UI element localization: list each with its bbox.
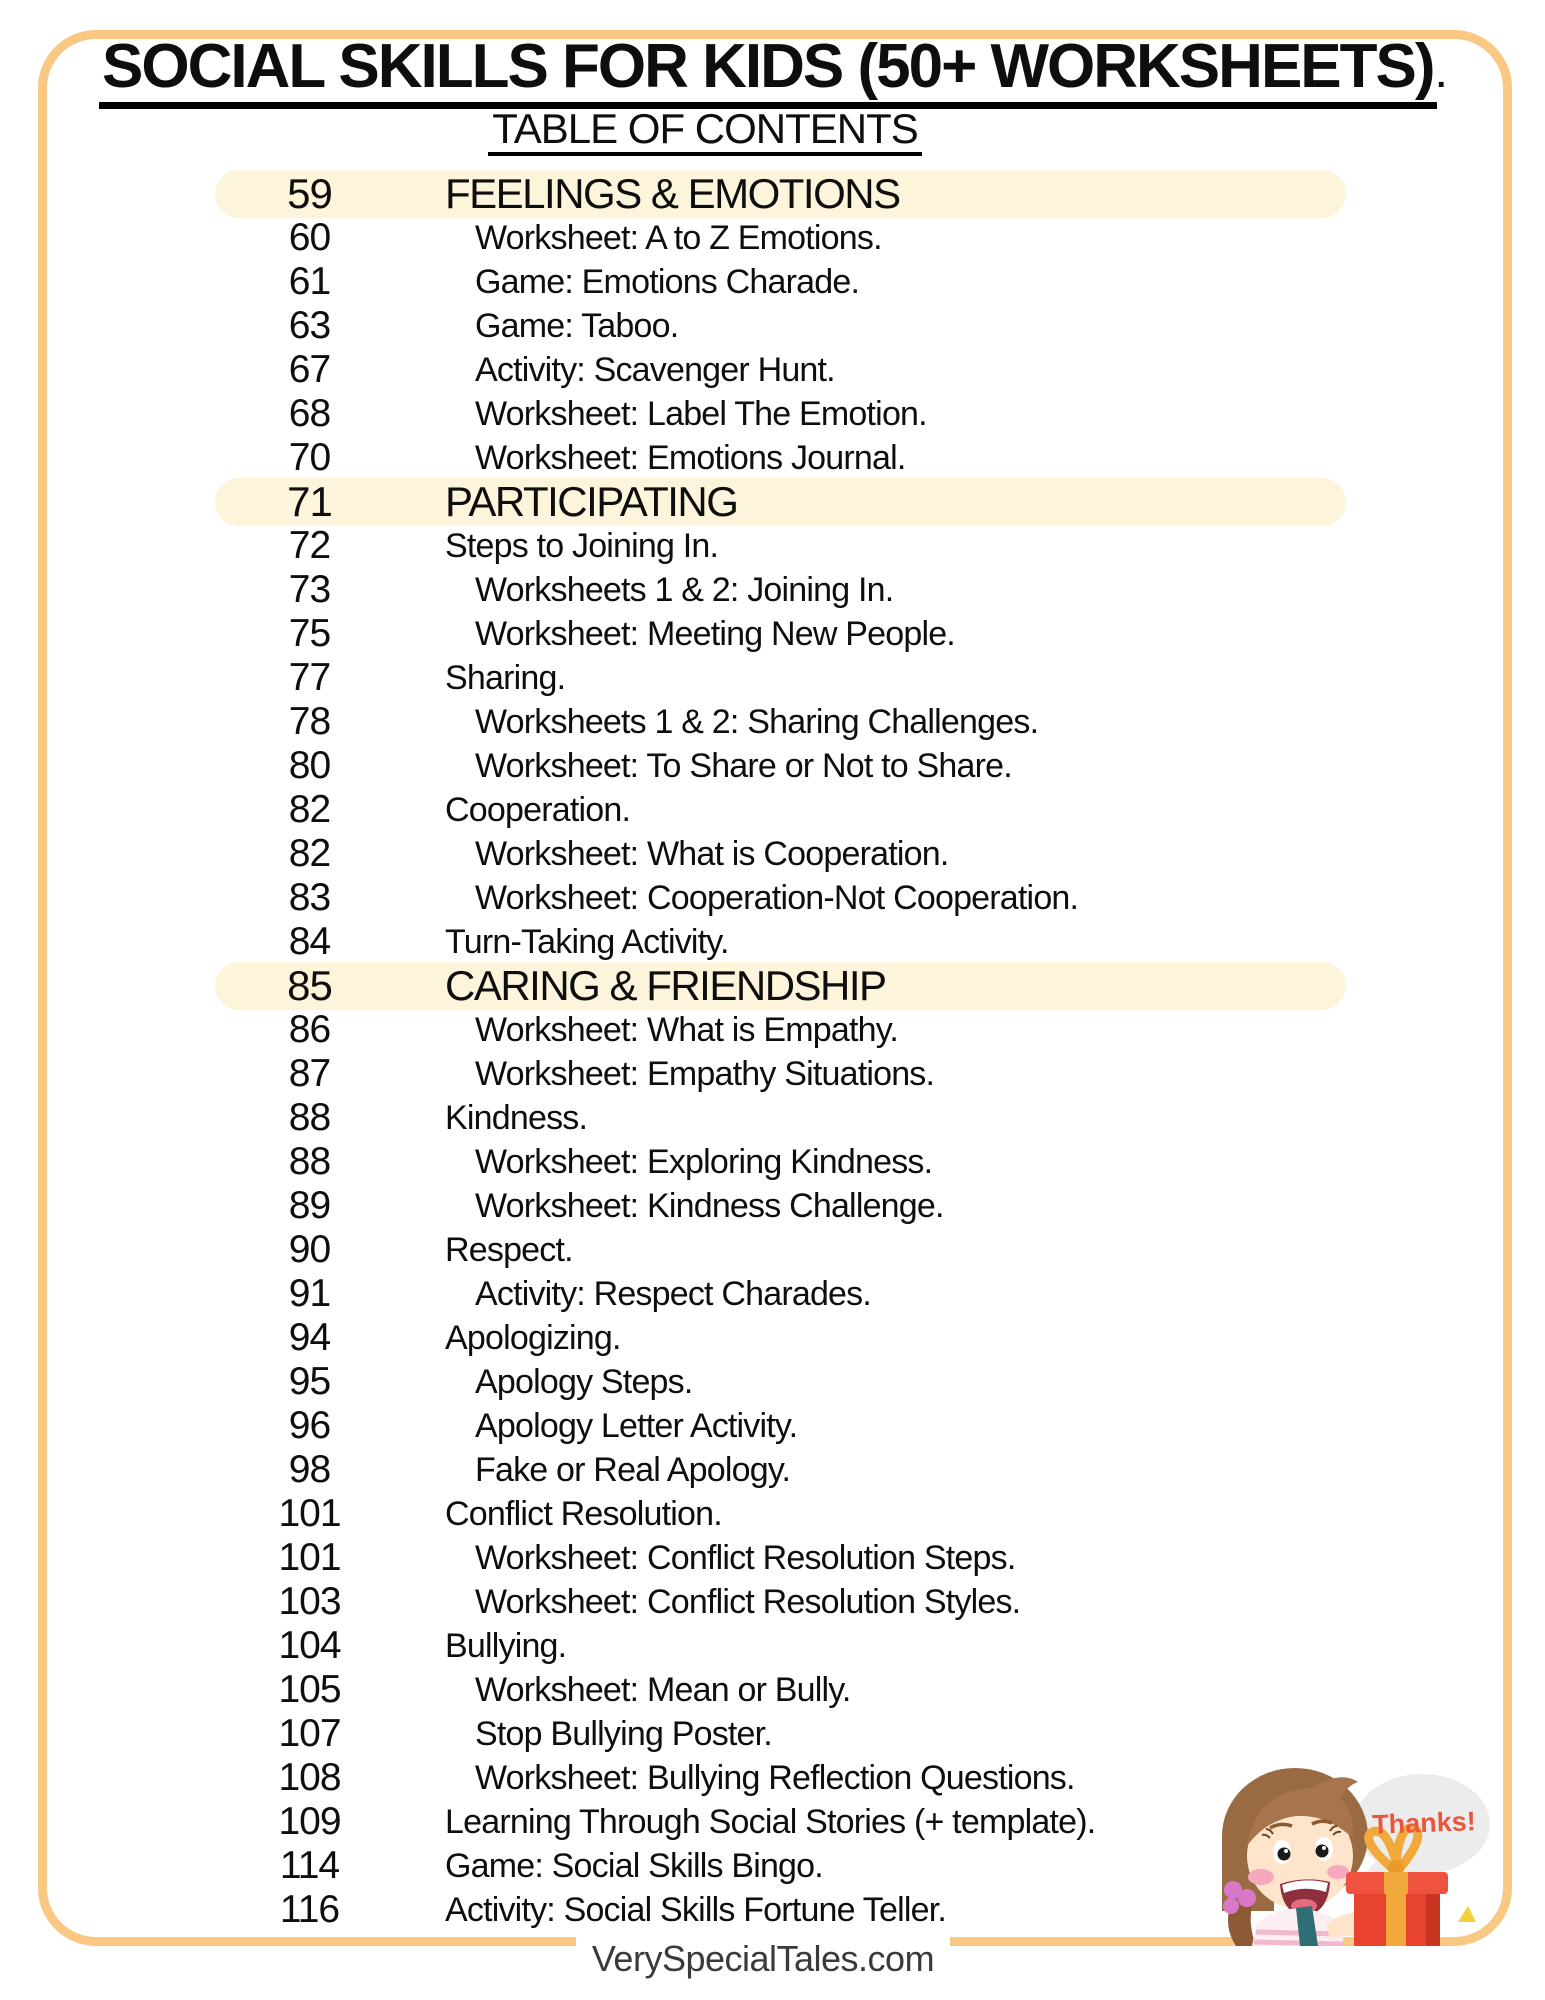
toc-entry-row bbox=[222, 436, 1352, 480]
toc-entry-row bbox=[222, 1536, 1352, 1580]
toc-entry-label: Game: Taboo. bbox=[475, 306, 679, 345]
toc-page-number: 78 bbox=[288, 700, 331, 743]
toc-entry-row bbox=[222, 832, 1352, 876]
toc-entry-row bbox=[222, 1008, 1352, 1052]
toc-entry-label: Activity: Scavenger Hunt. bbox=[475, 350, 835, 389]
toc-entry-row bbox=[222, 1448, 1352, 1492]
site-url: VerySpecialTales.com bbox=[576, 1936, 950, 1982]
toc-entry-row bbox=[222, 1140, 1352, 1184]
girl-figure bbox=[1222, 1768, 1370, 1946]
girl-with-gift-illustration bbox=[1200, 1756, 1505, 1946]
subtitle-wrap bbox=[0, 107, 1410, 156]
toc-page-number: 83 bbox=[288, 876, 331, 919]
toc-entry-label: Worksheet: What is Cooperation. bbox=[475, 834, 949, 873]
toc-entry-row bbox=[222, 1492, 1352, 1536]
toc-entry-label: Worksheets 1 & 2: Sharing Challenges. bbox=[475, 702, 1039, 741]
toc-page-number: 104 bbox=[278, 1624, 341, 1667]
toc-entry-label: Cooperation. bbox=[445, 790, 631, 829]
toc-page-number: 60 bbox=[288, 216, 331, 259]
toc-page-number: 103 bbox=[278, 1580, 341, 1623]
toc-entry-label: Apologizing. bbox=[445, 1318, 621, 1357]
toc-entry-row bbox=[222, 1888, 1352, 1932]
toc-entry-label: Worksheet: Exploring Kindness. bbox=[475, 1142, 933, 1181]
toc-entry-row bbox=[222, 216, 1352, 260]
scrunchie-bead bbox=[1238, 1889, 1256, 1907]
toc-page-number: 75 bbox=[288, 612, 331, 655]
toc-page-number: 68 bbox=[288, 392, 331, 435]
toc-page-number: 90 bbox=[288, 1228, 331, 1271]
toc-entry-row bbox=[222, 1844, 1352, 1888]
toc-page-number: 61 bbox=[288, 260, 331, 303]
sparkle bbox=[1458, 1906, 1476, 1922]
toc-entry-row bbox=[222, 524, 1352, 568]
toc-page-number: 88 bbox=[288, 1096, 331, 1139]
toc-entry-row bbox=[222, 348, 1352, 392]
toc-entry-label: Worksheet: Empathy Situations. bbox=[475, 1054, 935, 1093]
toc-entry-label: Worksheet: Cooperation-Not Cooperation. bbox=[475, 878, 1079, 917]
toc-page-number: 101 bbox=[278, 1536, 341, 1579]
table-of-contents bbox=[222, 172, 1352, 1932]
toc-page-number: 86 bbox=[288, 1008, 331, 1051]
toc-entry-label: Kindness. bbox=[445, 1098, 588, 1137]
toc-section-row bbox=[222, 480, 1352, 524]
toc-entry-label: Worksheet: A to Z Emotions. bbox=[475, 218, 882, 257]
toc-page-number: 89 bbox=[288, 1184, 331, 1227]
toc-entry-label: Steps to Joining In. bbox=[445, 526, 719, 565]
toc-entry-row bbox=[222, 392, 1352, 436]
toc-entry-row bbox=[222, 1668, 1352, 1712]
toc-entry-row bbox=[222, 1272, 1352, 1316]
toc-page-number: 116 bbox=[279, 1888, 340, 1931]
toc-page-number: 67 bbox=[288, 348, 331, 391]
toc-entry-label: Worksheet: Bullying Reflection Questions. bbox=[475, 1758, 1075, 1797]
toc-page-number: 91 bbox=[288, 1272, 331, 1315]
toc-entry-row bbox=[222, 304, 1352, 348]
toc-entry-row bbox=[222, 788, 1352, 832]
toc-entry-label: Conflict Resolution. bbox=[445, 1494, 722, 1533]
toc-entry-row bbox=[222, 1052, 1352, 1096]
toc-entry-label: Worksheet: Emotions Journal. bbox=[475, 438, 906, 477]
toc-entry-row bbox=[222, 920, 1352, 964]
toc-page-number: 109 bbox=[278, 1800, 341, 1843]
footer-wrap bbox=[0, 1936, 1526, 1982]
toc-section-row bbox=[222, 172, 1352, 216]
toc-entry-label: Worksheet: What is Empathy. bbox=[475, 1010, 899, 1049]
toc-page-number: 95 bbox=[288, 1360, 331, 1403]
toc-entry-row bbox=[222, 1316, 1352, 1360]
toc-entry-label: Activity: Social Skills Fortune Teller. bbox=[445, 1890, 947, 1929]
toc-section-title: PARTICIPATING bbox=[445, 478, 738, 525]
toc-entry-row bbox=[222, 1184, 1352, 1228]
toc-entry-row bbox=[222, 1712, 1352, 1756]
toc-entry-label: Worksheet: Kindness Challenge. bbox=[475, 1186, 944, 1225]
toc-page-number: 107 bbox=[278, 1712, 341, 1755]
toc-page-number: 96 bbox=[288, 1404, 331, 1447]
toc-entry-label: Activity: Respect Charades. bbox=[475, 1274, 872, 1313]
toc-page-number: 87 bbox=[288, 1052, 331, 1095]
toc-entry-label: Worksheet: To Share or Not to Share. bbox=[475, 746, 1012, 785]
toc-page-number: 71 bbox=[287, 478, 332, 525]
toc-page-number: 80 bbox=[288, 744, 331, 787]
toc-entry-row bbox=[222, 656, 1352, 700]
toc-page-number: 70 bbox=[288, 436, 331, 479]
toc-entry-label: Worksheet: Mean or Bully. bbox=[475, 1670, 851, 1709]
toc-page-number: 73 bbox=[288, 568, 331, 611]
toc-entry-label: Worksheet: Meeting New People. bbox=[475, 614, 955, 653]
toc-entry-label: Stop Bullying Poster. bbox=[475, 1714, 772, 1753]
toc-section-title: FEELINGS & EMOTIONS bbox=[445, 170, 900, 217]
blush-left bbox=[1248, 1869, 1274, 1885]
toc-page-number: 59 bbox=[287, 170, 332, 217]
toc-entry-row bbox=[222, 1404, 1352, 1448]
toc-page-number: 84 bbox=[288, 920, 331, 963]
toc-entry-row bbox=[222, 612, 1352, 656]
toc-section-row bbox=[222, 964, 1352, 1008]
toc-entry-row bbox=[222, 260, 1352, 304]
page-title: SOCIAL SKILLS FOR KIDS (50+ WORKSHEETS) bbox=[99, 34, 1437, 109]
scrunchie-bead bbox=[1223, 1898, 1239, 1914]
toc-entry-row bbox=[222, 1756, 1352, 1800]
toc-entry-label: Learning Through Social Stories (+ template). bbox=[445, 1802, 1096, 1841]
toc-section-title: CARING & FRIENDSHIP bbox=[445, 962, 886, 1009]
page-title-period: . bbox=[1436, 57, 1446, 95]
toc-entry-label: Apology Letter Activity. bbox=[475, 1406, 798, 1445]
toc-page-number: 94 bbox=[288, 1316, 331, 1359]
toc-entry-label: Worksheet: Conflict Resolution Steps. bbox=[475, 1538, 1016, 1577]
toc-page-number: 105 bbox=[278, 1668, 341, 1711]
toc-entry-row bbox=[222, 1228, 1352, 1272]
toc-entry-label: Bullying. bbox=[445, 1626, 567, 1665]
blush-right bbox=[1327, 1865, 1349, 1879]
toc-page-number: 98 bbox=[288, 1448, 331, 1491]
toc-page-number: 63 bbox=[288, 304, 331, 347]
toc-entry-row bbox=[222, 876, 1352, 920]
toc-entry-row bbox=[222, 1360, 1352, 1404]
toc-entry-label: Apology Steps. bbox=[475, 1362, 693, 1401]
toc-entry-label: Sharing. bbox=[445, 658, 566, 697]
toc-page-number: 108 bbox=[278, 1756, 341, 1799]
toc-page-number: 85 bbox=[287, 962, 332, 1009]
toc-entry-row bbox=[222, 1096, 1352, 1140]
toc-page-number: 82 bbox=[288, 832, 331, 875]
toc-entry-label: Game: Social Skills Bingo. bbox=[445, 1846, 823, 1885]
toc-page-number: 72 bbox=[288, 524, 331, 567]
toc-entry-label: Worksheet: Conflict Resolution Styles. bbox=[475, 1582, 1021, 1621]
toc-entry-label: Respect. bbox=[445, 1230, 573, 1269]
toc-page-number: 88 bbox=[288, 1140, 331, 1183]
toc-entry-row bbox=[222, 1800, 1352, 1844]
toc-entry-row bbox=[222, 1580, 1352, 1624]
toc-entry-label: Game: Emotions Charade. bbox=[475, 262, 860, 301]
toc-entry-row bbox=[222, 700, 1352, 744]
gift-lid-ribbon bbox=[1384, 1872, 1408, 1894]
toc-entry-label: Worksheets 1 & 2: Joining In. bbox=[475, 570, 894, 609]
toc-entry-label: Fake or Real Apology. bbox=[475, 1450, 791, 1489]
toc-page-number: 77 bbox=[288, 656, 331, 699]
table-of-contents-heading: TABLE OF CONTENTS bbox=[488, 107, 922, 156]
toc-page-number: 101 bbox=[278, 1492, 341, 1535]
toc-entry-label: Turn-Taking Activity. bbox=[445, 922, 729, 961]
speech-bubble-text: Thanks! bbox=[1371, 1806, 1477, 1840]
toc-entry-row bbox=[222, 744, 1352, 788]
toc-page-number: 114 bbox=[279, 1844, 340, 1887]
page-title-wrap bbox=[0, 34, 1545, 109]
toc-page-number: 82 bbox=[288, 788, 331, 831]
toc-entry-label: Worksheet: Label The Emotion. bbox=[475, 394, 927, 433]
toc-entry-row bbox=[222, 568, 1352, 612]
toc-entry-row bbox=[222, 1624, 1352, 1668]
